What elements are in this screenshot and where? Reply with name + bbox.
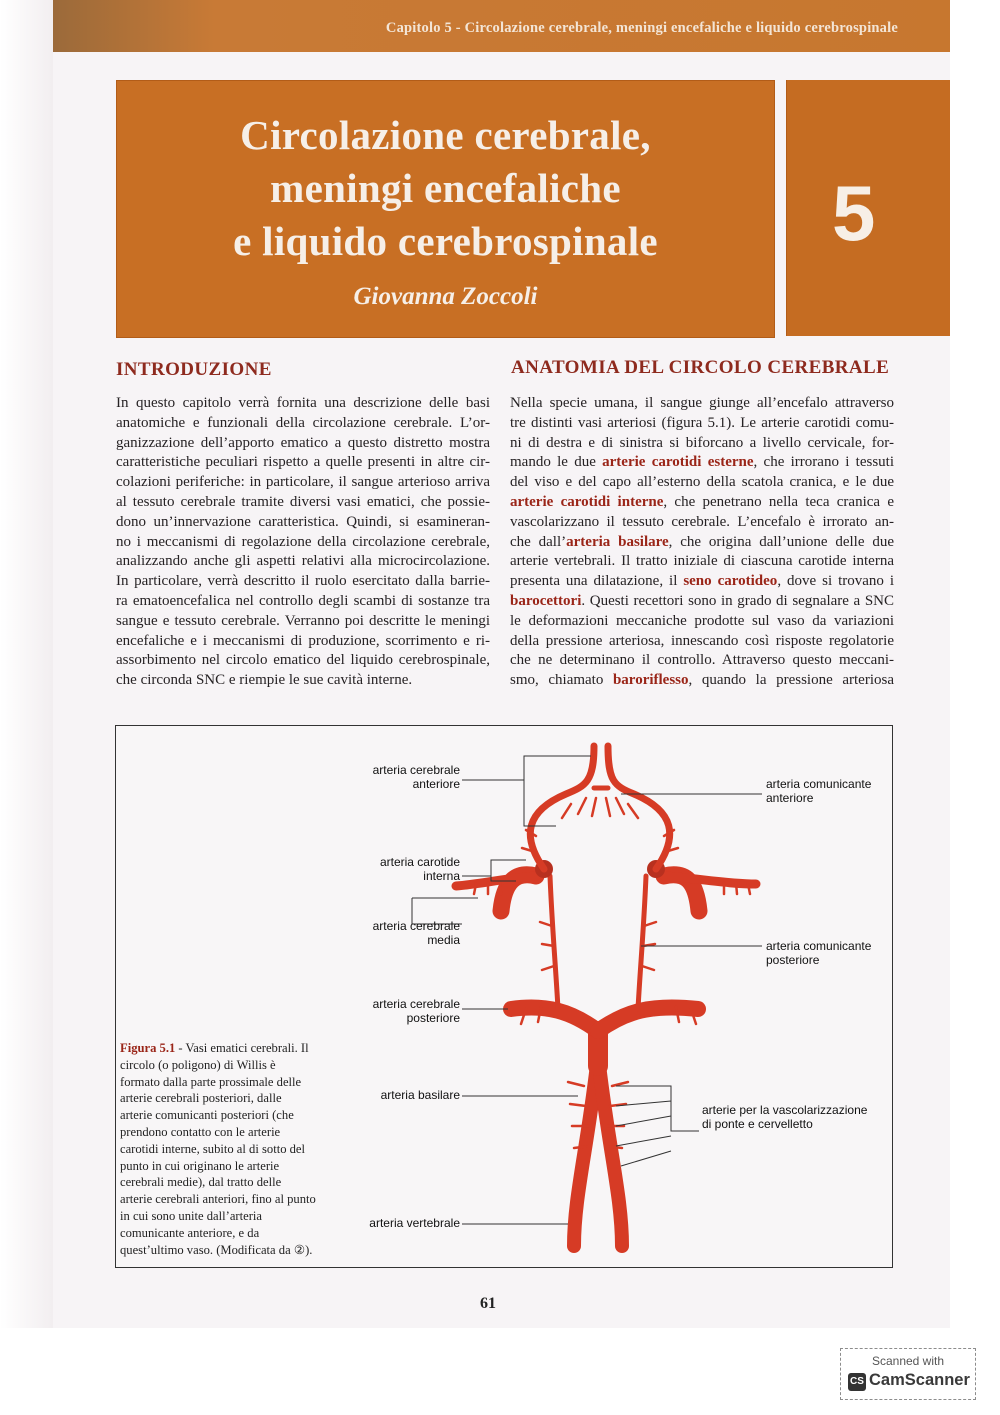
running-header	[53, 0, 950, 52]
intro-line: ra ematoencefalica nel controllo degli scambi di sostanze tra	[116, 592, 490, 609]
anatomy-text-segment: arterie vertebrali. Il tratto iniziale di ciascuna carotide interna	[510, 553, 894, 570]
anatomy-line	[510, 473, 894, 493]
label-internal-carotid-l2: interna	[423, 868, 460, 883]
figure-caption-text: - Vasi ematici cerebrali. Il circolo (o poligono) di Willis è formato dalla parte prossimale delle arterie cerebrali posteriori, dalle arterie comunicanti posteriori (che prendono contatto con le arterie carotidi interne, subito al di sotto del punto in cui originano le arterie cerebrali medie), dal tratto delle arterie cerebrali anteriori, fino al punto in cui sono unite dall’arteria comunicante anteriore, e da quest’ultimo vaso. (Modificata da ②).	[120, 1041, 316, 1257]
anatomy-line	[510, 572, 894, 592]
book-page	[53, 0, 950, 1328]
figure-caption	[120, 1040, 316, 1258]
intro-line: dono un’innervazione caratteristica. Quindi, si esamineran-	[116, 513, 490, 530]
chapter-title	[117, 109, 774, 268]
label-anterior-cerebral	[360, 764, 460, 791]
posterior-communicating-left	[550, 876, 558, 1009]
running-head-text: Capitolo 5 - Circolazione cerebrale, meningi encefaliche e liquido cerebrospinale	[385, 20, 898, 36]
label-posterior-cerebral-l1: arteria cerebrale	[372, 997, 460, 1011]
anatomy-line	[510, 394, 894, 414]
intro-heading: INTRODUZIONE	[116, 359, 272, 380]
label-posterior-communicating-l2: posteriore	[766, 952, 820, 967]
chapter-author: Giovanna Zoccoli	[353, 283, 538, 310]
intro-line: encefaliche e i meccanismi di produzione, scorrimento e ri-	[116, 632, 490, 649]
title-line-3: e liquido cerebrospinale	[233, 218, 658, 264]
label-anterior-cerebral-l1: arteria cerebrale	[372, 763, 460, 777]
intro-text	[116, 394, 490, 691]
intro-line: colazioni periferiche: in particolare, il sangue arterioso arriva	[116, 474, 490, 491]
posterior-communicating-right	[638, 876, 646, 1009]
anatomy-text-segment: tre distinti vasi arteriosi (figura 5.1). Le arterie carotidi comu-	[510, 414, 894, 431]
anatomy-text-segment: , quando la pressione arteriosa	[688, 672, 895, 689]
anatomy-text-segment: , che origina dall’unione delle due	[668, 533, 894, 550]
anatomy-text-segment: , dove si trovano i	[777, 573, 894, 590]
label-pons-cerebellum-l2: di ponte e cervelletto	[702, 1116, 813, 1131]
label-middle-cerebral-l1: arteria cerebrale	[372, 919, 460, 933]
anatomy-text-segment: . Questi recettori sono in grado di segnalare a SNC	[581, 592, 894, 609]
label-vertebral-l1: arteria vertebrale	[369, 1216, 460, 1230]
anatomy-text-segment: della pressione arteriosa, innescando così risposte regolatorie	[510, 632, 894, 649]
label-pons-cerebellum-l1: arterie per la vascolarizzazione	[702, 1103, 868, 1117]
label-internal-carotid-l1: arteria carotide	[379, 855, 460, 869]
scan-margin	[0, 0, 53, 1328]
anatomy-term: arterie carotidi esterne	[602, 454, 754, 471]
label-middle-cerebral-l2: media	[427, 932, 460, 947]
anatomy-line	[510, 434, 894, 454]
anatomy-text-segment: le deformazioni meccaniche prodotte sul vaso da variazioni	[510, 612, 894, 629]
label-posterior-cerebral	[360, 998, 460, 1025]
anatomy-text-segment: smo, chiamato	[510, 672, 613, 689]
anatomy-line	[510, 651, 894, 671]
intro-line: analizzando anche gli aspetti relativi alla microcircolazione.	[116, 553, 490, 570]
anatomy-line	[510, 414, 894, 434]
anatomy-line	[510, 552, 894, 572]
anterior-cerebral-artery-right	[608, 746, 670, 869]
anatomy-term: arteria basilare	[566, 533, 669, 550]
intro-line: no i meccanismi di regolazione della circolazione cerebrale,	[116, 533, 490, 550]
label-internal-carotid	[360, 856, 460, 883]
anatomy-text-segment: mando le due	[510, 454, 603, 471]
label-anterior-cerebral-l2: anteriore	[412, 776, 460, 791]
intro-line: anatomiche e funzionali della circolazione cerebrale. L’or-	[116, 414, 490, 431]
anatomy-term: arterie carotidi interne	[510, 493, 664, 510]
posterior-cerebral-artery-right	[598, 1007, 698, 1031]
label-posterior-cerebral-l2: posteriore	[406, 1010, 460, 1025]
anatomy-text-segment: che dall’	[510, 533, 567, 550]
figure-caption-label: Figura 5.1	[120, 1041, 176, 1055]
anatomy-line	[510, 533, 894, 553]
anatomy-text	[510, 394, 894, 691]
anatomy-text-segment: ni di destra e di sinistra si biforcano a livello cervicale, for-	[510, 434, 894, 451]
watermark-line-2: CamScanner	[869, 1371, 970, 1389]
anatomy-line	[510, 612, 894, 632]
intro-line: In particolare, verrà descritto il ruolo esercitato dalla barrie-	[116, 573, 490, 590]
anatomy-line	[510, 592, 894, 612]
title-line-2: meningi encefaliche	[270, 165, 621, 211]
chapter-number: 5	[832, 169, 876, 257]
intro-line: caratteristiche peculiari rispetto a quelle presenti in altre cir-	[116, 454, 490, 471]
watermark-line-1: Scanned with	[871, 1354, 945, 1368]
anatomy-line	[510, 493, 894, 513]
intro-line: In questo capitolo verrà fornita una descrizione delle basi	[116, 395, 490, 411]
chapter-title-box	[116, 80, 775, 338]
title-line-1: Circolazione cerebrale,	[240, 112, 651, 158]
anatomy-line	[510, 632, 894, 652]
anatomy-text-segment: Nella specie umana, il sangue giunge all’encefalo attraverso	[510, 395, 894, 411]
anatomy-text-segment: vascolarizzano il tessuto cerebrale. L’encefalo è irrorato an-	[510, 513, 894, 530]
label-basilar	[360, 1089, 460, 1103]
figure-5-1	[115, 725, 893, 1268]
page-number: 61	[480, 1295, 496, 1312]
anatomy-text-segment: che ne determinano il controllo. Attraverso questo meccani-	[510, 652, 894, 669]
anatomy-text-segment: , che penetrano nella teca cranica e	[663, 493, 894, 510]
anatomy-line	[510, 671, 894, 691]
anatomy-heading: ANATOMIA DEL CIRCOLO CEREBRALE	[511, 357, 890, 378]
camscanner-watermark	[840, 1348, 976, 1400]
anatomy-line	[510, 453, 894, 473]
label-posterior-communicating-l1: arteria comunicante	[766, 939, 872, 953]
intro-line: che circonda SNC e riempie le sue cavità interne.	[116, 672, 413, 689]
label-basilar-l1: arteria basilare	[380, 1088, 460, 1102]
anatomy-term: baroriflesso	[612, 672, 689, 689]
camscanner-logo-icon: CS	[848, 1373, 866, 1391]
anatomy-text-segment: , che irrorano i tessuti	[753, 454, 894, 471]
label-anterior-communicating	[766, 778, 871, 805]
anatomy-term: barocettori	[510, 592, 582, 609]
anatomy-term: seno carotideo	[683, 573, 778, 590]
chapter-number-box	[786, 80, 950, 336]
label-anterior-communicating-l1: arteria comunicante	[766, 777, 872, 791]
anatomy-text-segment: del viso e del capo all’esterno della scatola cranica, e le due	[510, 474, 894, 491]
label-anterior-communicating-l2: anteriore	[766, 790, 814, 805]
anatomy-text-segment: presenta una dilatazione, il	[510, 573, 684, 590]
label-middle-cerebral	[360, 920, 460, 947]
label-vertebral	[350, 1217, 460, 1231]
intro-line: assorbimento nel circolo ematico del liquido cerebrospinale,	[116, 652, 490, 669]
intro-line: ganizzazione dell’apporto ematico a questo distretto mostra	[116, 434, 490, 451]
label-pons-cerebellum	[702, 1104, 867, 1131]
anterior-cerebral-artery-left	[530, 746, 594, 869]
label-posterior-communicating	[766, 940, 871, 967]
anatomy-line	[510, 513, 894, 533]
intro-line: sangue e tessuto cerebrale. Verranno poi descritte le meningi	[116, 612, 490, 629]
intro-line: al tessuto cerebrale tramite diversi vasi ematici, che possie-	[116, 493, 490, 510]
